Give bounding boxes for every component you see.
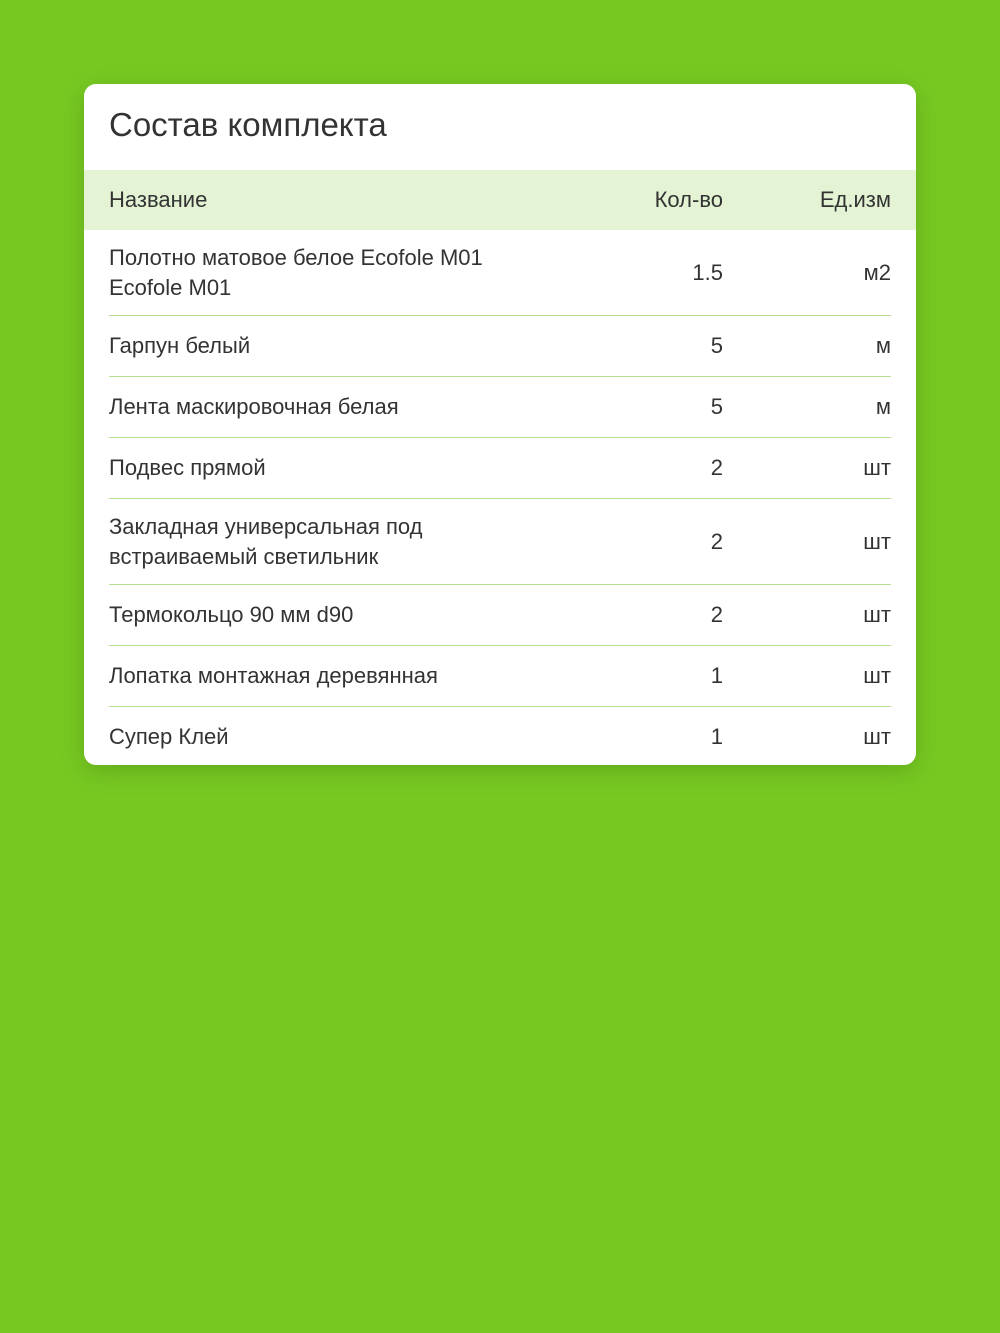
item-unit: шт: [863, 663, 891, 688]
item-unit: шт: [863, 528, 891, 554]
table-body: [84, 230, 916, 765]
item-unit: шт: [863, 724, 891, 749]
column-header-qty: Кол-во: [654, 187, 723, 212]
item-name: Лента маскировочная белая: [109, 394, 399, 419]
item-unit: м: [875, 394, 891, 419]
column-header-name: Название: [109, 187, 208, 212]
column-header-unit: Ед.изм: [819, 187, 891, 212]
item-name: Супер Клей: [109, 724, 229, 749]
item-name-line: встраиваемый светильник: [109, 543, 379, 569]
item-name: Подвес прямой: [109, 455, 266, 480]
item-qty: 1: [710, 663, 723, 688]
item-name-line: Полотно матовое белое Ecofole M01: [109, 244, 483, 270]
item-unit: м2: [863, 259, 891, 285]
table-row: [109, 585, 891, 646]
item-name-line: Ecofole M01: [109, 274, 232, 300]
item-qty: 5: [710, 394, 723, 419]
table-row: [109, 316, 891, 377]
item-qty: 1.5: [692, 259, 723, 285]
table-row: [109, 377, 891, 438]
kit-contents-card: [84, 84, 916, 765]
table-header: [84, 170, 916, 230]
item-name-line: Закладная универсальная под: [109, 513, 423, 539]
item-unit: шт: [863, 455, 891, 480]
item-qty: 2: [710, 602, 723, 627]
card-title: Состав комплекта: [109, 106, 387, 143]
item-qty: 2: [710, 528, 723, 554]
item-unit: м: [875, 333, 891, 358]
item-unit: шт: [863, 602, 891, 627]
item-name: [109, 243, 573, 303]
table-row: [109, 499, 891, 585]
item-name: Лопатка монтажная деревянная: [109, 663, 438, 688]
item-name: [109, 512, 573, 572]
item-qty: 1: [710, 724, 723, 749]
item-name: Термокольцо 90 мм d90: [109, 602, 354, 627]
table-row: [109, 646, 891, 707]
item-name: Гарпун белый: [109, 333, 251, 358]
table-row: [109, 438, 891, 499]
item-qty: 5: [710, 333, 723, 358]
table-row: [109, 230, 891, 316]
item-qty: 2: [710, 455, 723, 480]
table-row: [109, 707, 891, 765]
